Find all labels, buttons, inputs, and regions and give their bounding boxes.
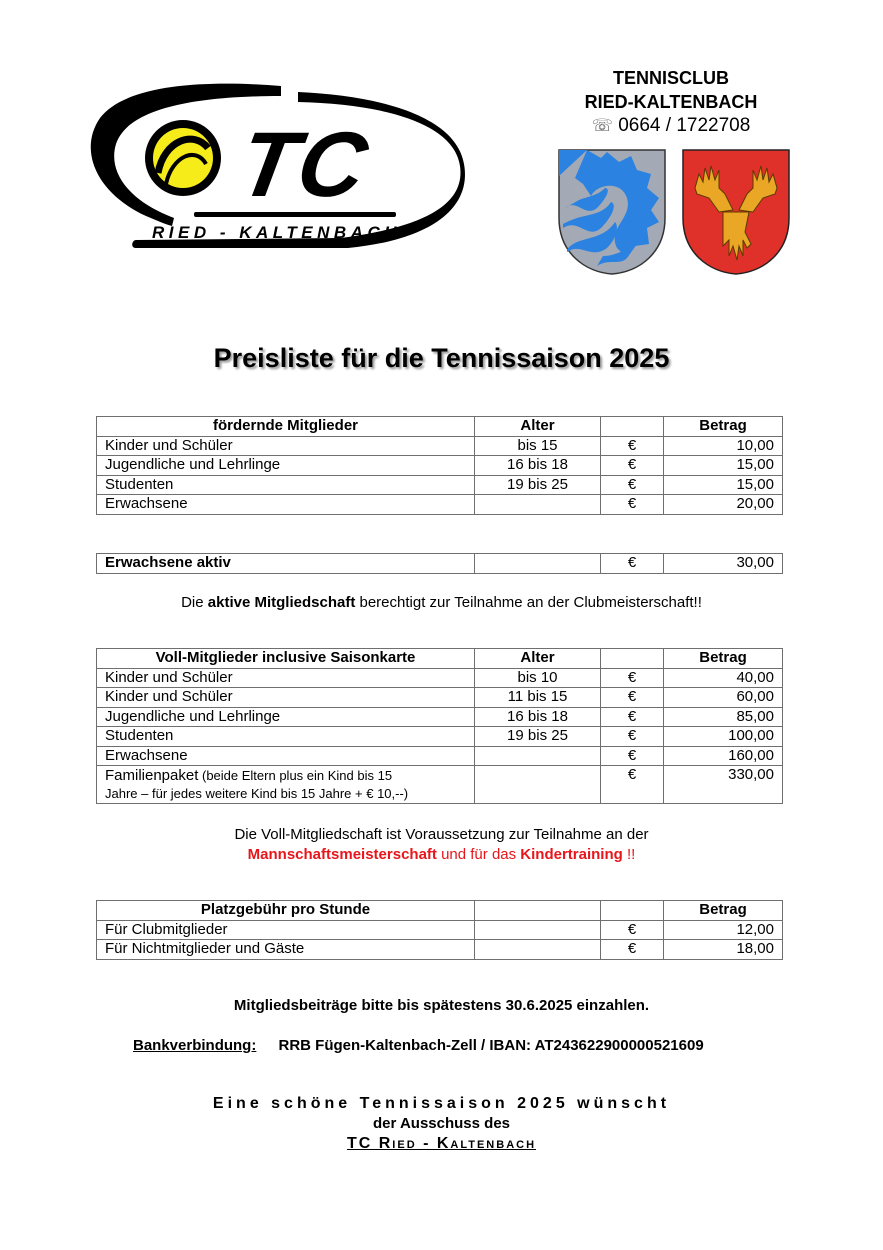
row-amount: 60,00: [664, 688, 783, 708]
row-currency: €: [601, 475, 664, 495]
row-amount: 160,00: [664, 746, 783, 766]
header-amount: Betrag: [664, 901, 783, 921]
header-amount: Betrag: [664, 417, 783, 437]
row-label: Jugendliche und Lehrlinge: [97, 456, 475, 476]
note-bold: aktive Mitgliedschaft: [207, 594, 356, 611]
family-detail-line2: Jahre – für jedes weitere Kind bis 15 Jahre + € 10,--): [105, 786, 409, 801]
table-header-row: [97, 649, 783, 669]
row-age: [475, 766, 601, 804]
page-title: Preisliste für die Tennissaison 2025: [213, 343, 670, 373]
table-row: [97, 495, 783, 515]
note-bold-kindertraining: Kindertraining: [520, 846, 623, 863]
row-currency: €: [601, 668, 664, 688]
header-category: Voll-Mitglieder inclusive Saisonkarte: [97, 649, 475, 669]
table-header-row: [97, 901, 783, 921]
row-currency: €: [601, 554, 664, 574]
payment-deadline: Mitgliedsbeiträge bitte bis spätestens 30.6.2025 einzahlen.: [233, 997, 650, 1014]
row-currency: €: [601, 920, 664, 940]
header-age: Alter: [475, 649, 601, 669]
row-age: 19 bis 25: [475, 475, 601, 495]
phone-number: 0664 / 1722708: [618, 115, 751, 136]
club-header: [560, 66, 782, 138]
row-age: [475, 920, 601, 940]
row-age: 16 bis 18: [475, 707, 601, 727]
coat-of-arms-kaltenbach-icon: [681, 148, 791, 276]
row-currency: €: [601, 436, 664, 456]
table-row: [97, 920, 783, 940]
note-end: !!: [622, 846, 636, 863]
note-line1: Die Voll-Mitgliedschaft ist Voraussetzung zur Teilnahme an der: [234, 826, 649, 843]
row-age: [475, 940, 601, 960]
row-label: Studenten: [97, 475, 475, 495]
row-age: 16 bis 18: [475, 456, 601, 476]
row-label: Erwachsene: [97, 495, 475, 515]
row-amount: 20,00: [664, 495, 783, 515]
table-row: [97, 688, 783, 708]
row-age: 11 bis 15: [475, 688, 601, 708]
table-voll-mitglieder: [96, 648, 783, 804]
row-label: Kinder und Schüler: [97, 688, 475, 708]
club-name-line1: TENNISCLUB: [613, 68, 729, 88]
row-age: 19 bis 25: [475, 727, 601, 747]
note-aktive-mitgliedschaft: [0, 594, 883, 611]
row-amount: 18,00: [664, 940, 783, 960]
row-amount: 12,00: [664, 920, 783, 940]
table-foerdernde-mitglieder: [96, 416, 783, 515]
row-label: [97, 766, 475, 804]
row-label: Erwachsene: [97, 746, 475, 766]
logo-tc: TC: [231, 112, 377, 216]
row-currency: €: [601, 495, 664, 515]
row-amount: 100,00: [664, 727, 783, 747]
row-label: Erwachsene aktiv: [97, 554, 475, 574]
table-row: [97, 456, 783, 476]
bank-details: [133, 1037, 704, 1054]
row-currency: €: [601, 746, 664, 766]
club-logo: [86, 78, 466, 253]
row-label: Kinder und Schüler: [97, 668, 475, 688]
club-name-line2: RIED-KALTENBACH: [584, 92, 758, 112]
table-row: [97, 746, 783, 766]
header-category: Platzgebühr pro Stunde: [97, 901, 475, 921]
header-currency: [601, 417, 664, 437]
family-label: Familienpaket: [105, 767, 199, 784]
table-row-familienpaket: [97, 766, 783, 804]
bank-value: RRB Fügen-Kaltenbach-Zell / IBAN: AT243622900000521609: [278, 1037, 704, 1054]
row-amount: 330,00: [664, 766, 783, 804]
table-row: [97, 436, 783, 456]
closing-club-name: TC Ried - Kaltenbach: [346, 1135, 537, 1152]
club-phone: [560, 114, 782, 138]
row-amount: 15,00: [664, 456, 783, 476]
note-text: berechtigt zur Teilnahme an der Clubmeisterschaft!!: [355, 594, 702, 611]
header-currency: [601, 649, 664, 669]
closing-line2: der Ausschuss des: [373, 1115, 510, 1132]
header-age: [475, 901, 601, 921]
row-currency: €: [601, 688, 664, 708]
row-currency: €: [601, 940, 664, 960]
row-amount: 10,00: [664, 436, 783, 456]
row-currency: €: [601, 707, 664, 727]
row-label: Für Nichtmitglieder und Gäste: [97, 940, 475, 960]
family-detail-line1: (beide Eltern plus ein Kind bis 15: [198, 768, 393, 783]
row-label: Jugendliche und Lehrlinge: [97, 707, 475, 727]
row-age: bis 10: [475, 668, 601, 688]
table-row: [97, 475, 783, 495]
table-row: [97, 668, 783, 688]
row-age: [475, 554, 601, 574]
row-amount: 40,00: [664, 668, 783, 688]
note-text: Die: [181, 594, 208, 611]
coat-of-arms-ried-icon: [557, 148, 667, 276]
row-amount: 15,00: [664, 475, 783, 495]
telephone-icon: ☏: [591, 116, 613, 136]
row-currency: €: [601, 456, 664, 476]
header-age: Alter: [475, 417, 601, 437]
table-row: [97, 707, 783, 727]
logo-subtitle: RIED - KALTENBACH: [152, 223, 402, 242]
closing-line1: Eine schöne Tennissaison 2025 wünscht: [212, 1095, 671, 1112]
header-amount: Betrag: [664, 649, 783, 669]
row-currency: €: [601, 766, 664, 804]
note-bold-mannschaft: Mannschaftsmeisterschaft: [247, 846, 437, 863]
row-currency: €: [601, 727, 664, 747]
note-line2: [0, 845, 883, 865]
row-age: bis 15: [475, 436, 601, 456]
note-voll-mitgliedschaft: [0, 825, 883, 865]
header-currency: [601, 901, 664, 921]
row-label: Kinder und Schüler: [97, 436, 475, 456]
row-age: [475, 495, 601, 515]
row-label: Für Clubmitglieder: [97, 920, 475, 940]
table-erwachsene-aktiv: [96, 553, 783, 574]
table-row: [97, 727, 783, 747]
row-age: [475, 746, 601, 766]
bank-label: Bankverbindung:: [133, 1037, 257, 1054]
table-platzgebuehr: [96, 900, 783, 960]
row-amount: 85,00: [664, 707, 783, 727]
table-row: [97, 940, 783, 960]
header-category: fördernde Mitglieder: [97, 417, 475, 437]
table-header-row: [97, 417, 783, 437]
closing-line3: [0, 1135, 883, 1153]
row-amount: 30,00: [664, 554, 783, 574]
table-row: [97, 554, 783, 574]
row-label: Studenten: [97, 727, 475, 747]
note-mid: und für das: [436, 846, 521, 863]
